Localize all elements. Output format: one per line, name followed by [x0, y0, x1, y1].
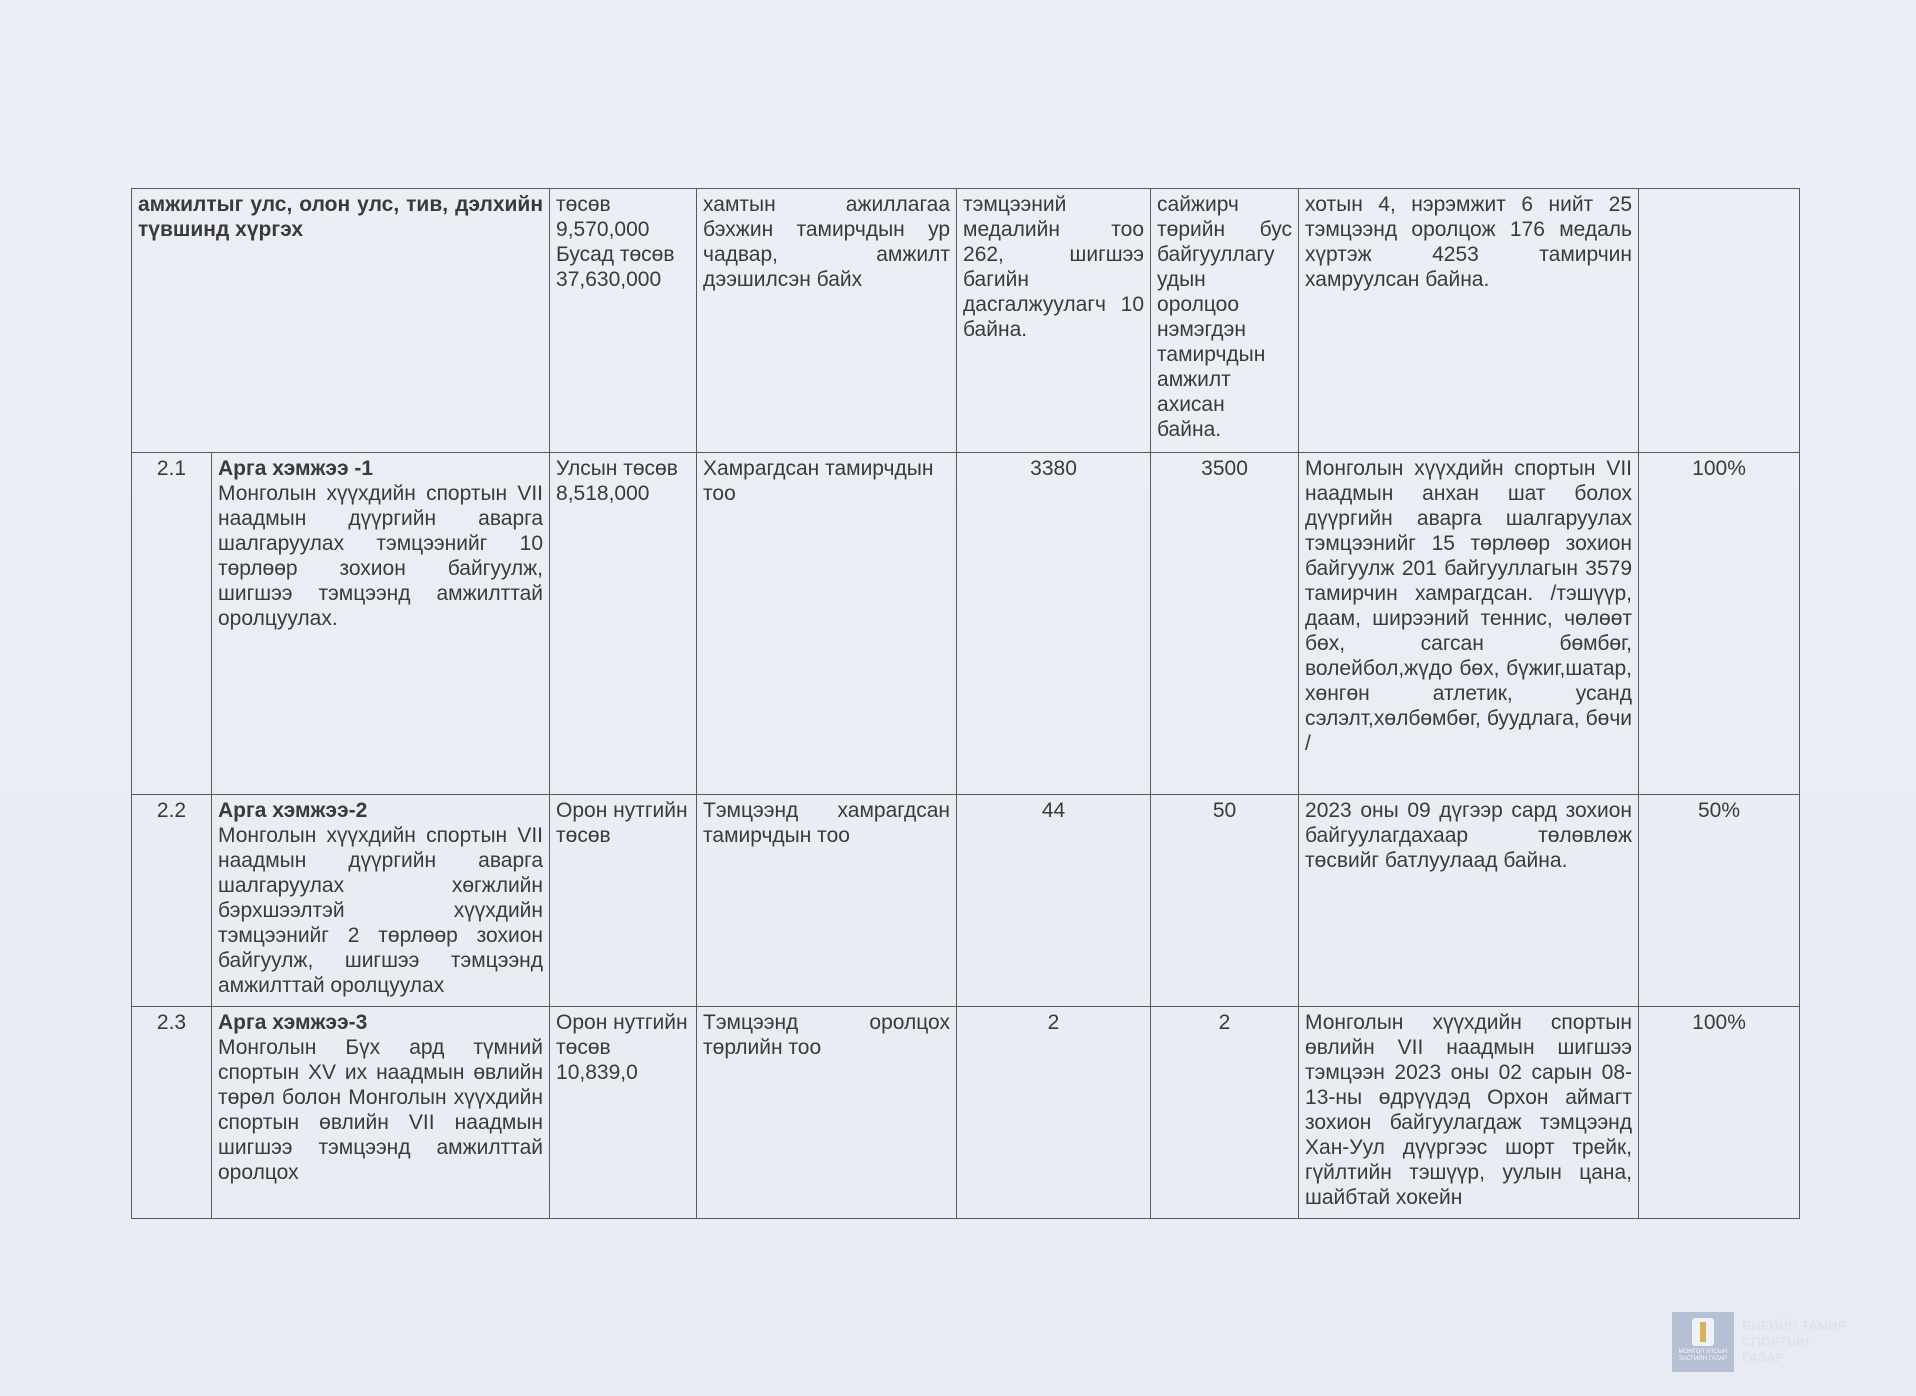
indicator-cell: Тэмцээнд оролцох төрлийн тоо	[697, 1007, 957, 1219]
intro-budget-cell: төсөв 9,570,000 Бусад төсөв 37,630,000	[550, 189, 697, 453]
government-logo	[1672, 1312, 1734, 1372]
percent-cell: 100%	[1639, 1007, 1800, 1219]
percent-cell: 50%	[1639, 795, 1800, 1007]
activity-description: Монголын хүүхдийн спортын VII наадмын дүүргийн аварга шалгаруулах тэмцээнийг 10 төрлөөр зохион байгуулж, шигшээ тэмцээнд амжилттай оролцуулах.	[218, 482, 544, 630]
intro-indicator-cell: хамтын ажиллагаа бэхжин тамирчдын ур чадвар, амжилт дээшилсэн байх	[697, 189, 957, 453]
table-row	[132, 795, 1800, 1007]
org-line-2: ГАЗАР	[1742, 1350, 1785, 1365]
activity-title: Арга хэмжээ-3	[218, 1011, 368, 1034]
table-row-intro	[132, 189, 1800, 453]
intro-goal-cell	[132, 189, 550, 453]
percent-cell: 100%	[1639, 453, 1800, 795]
footer-organization	[1742, 1318, 1910, 1366]
budget-cell: Орон нутгийн төсөв 10,839,0	[550, 1007, 697, 1219]
intro-percent-cell	[1639, 189, 1800, 453]
intro-progress-cell: хотын 4, нэрэмжит 6 нийт 25 тэмцээнд оролцож 176 медаль хүртэж 4253 тамирчин хамруулсан байна.	[1299, 189, 1639, 453]
baseline-cell: 3380	[957, 453, 1151, 795]
intro-goal-text: амжилтыг улс, олон улс, тив, дэлхийн түвшинд хүргэх	[138, 193, 544, 241]
progress-cell: 2023 оны 09 дүгээр сард зохион байгуулагдахаар төлөвлөж төсвийг батлуулаад байна.	[1299, 795, 1639, 1007]
baseline-cell: 44	[957, 795, 1151, 1007]
progress-cell: Монголын хүүхдийн спортын өвлийн VII наадмын шигшээ тэмцээн 2023 оны 02 сарын 08-13-ны өдрүүдэд Орхон аймагт зохион байгуулагдаж тэмцээнд Хан-Уул дүүргээс шорт трейк, гүйлтийн тэшүүр, уулын цана, шайбтай хокейн	[1299, 1007, 1639, 1219]
baseline-cell: 2	[957, 1007, 1151, 1219]
intro-target-cell: сайжирч төрийн бус байгууллагу удын оролцоо нэмэгдэн тамирчдын амжилт ахисан байна.	[1151, 189, 1299, 453]
logo-caption-line-2: ЗАСГИЙН ГАЗАР	[1678, 1356, 1728, 1362]
soyombo-emblem-icon	[1692, 1318, 1714, 1346]
report-table	[131, 188, 1800, 1219]
progress-cell: Монголын хүүхдийн спортын VII наадмын анхан шат болох дүүргийн аварга шалгаруулах тэмцээнийг 15 төрлөөр зохион байгуулж 201 байгууллагын 3579 тамирчин хамрагдсан. /тэшүүр, даам, ширээний теннис, чөлөөт бөх, сагсан бөмбөг, волейбол,жүдо бөх, бүжиг,шатар, хөнгөн атлетик, усанд сэлэлт,хөлбөмбөг, буудлага, бөчи /	[1299, 453, 1639, 795]
activity-cell	[212, 1007, 550, 1219]
logo-caption	[1679, 1349, 1728, 1363]
target-cell: 3500	[1151, 453, 1299, 795]
target-cell: 50	[1151, 795, 1299, 1007]
indicator-cell: Хамрагдсан тамирчдын тоо	[697, 453, 957, 795]
table-row	[132, 1007, 1800, 1219]
intro-baseline-cell: тэмцээний медалийн тоо 262, шигшээ багийн дасгалжуулагч 10 байна.	[957, 189, 1151, 453]
activity-cell	[212, 795, 550, 1007]
activity-cell	[212, 453, 550, 795]
activity-description: Монголын хүүхдийн спортын VII наадмын дүүргийн аварга шалгаруулах хөгжлийн бэрхшээлтэй хүүхдийн тэмцээнийг 2 төрлөөр зохион байгуулж, шигшээ тэмцээнд амжилттай оролцуулах	[218, 824, 544, 997]
activity-description: Монголын Бүх ард түмний спортын XV их наадмын өвлийн төрөл болон Монголын хүүхдийн спортын өвлийн VII наадмын шигшээ тэмцээнд амжилттай оролцох	[218, 1036, 544, 1184]
activity-title: Арга хэмжээ -1	[218, 457, 374, 480]
row-number: 2.1	[132, 453, 212, 795]
budget-cell: Орон нутгийн төсөв	[550, 795, 697, 1007]
logo-caption-line-1: МОНГОЛ УЛСЫН	[1678, 1349, 1728, 1355]
org-line-1: БИЕИЙН ТАМИР СПОРТЫН	[1742, 1318, 1847, 1349]
activity-title: Арга хэмжээ-2	[218, 799, 368, 822]
indicator-cell: Тэмцээнд хамрагдсан тамирчдын тоо	[697, 795, 957, 1007]
table-row	[132, 453, 1800, 795]
row-number: 2.2	[132, 795, 212, 1007]
budget-cell: Улсын төсөв 8,518,000	[550, 453, 697, 795]
target-cell: 2	[1151, 1007, 1299, 1219]
row-number: 2.3	[132, 1007, 212, 1219]
